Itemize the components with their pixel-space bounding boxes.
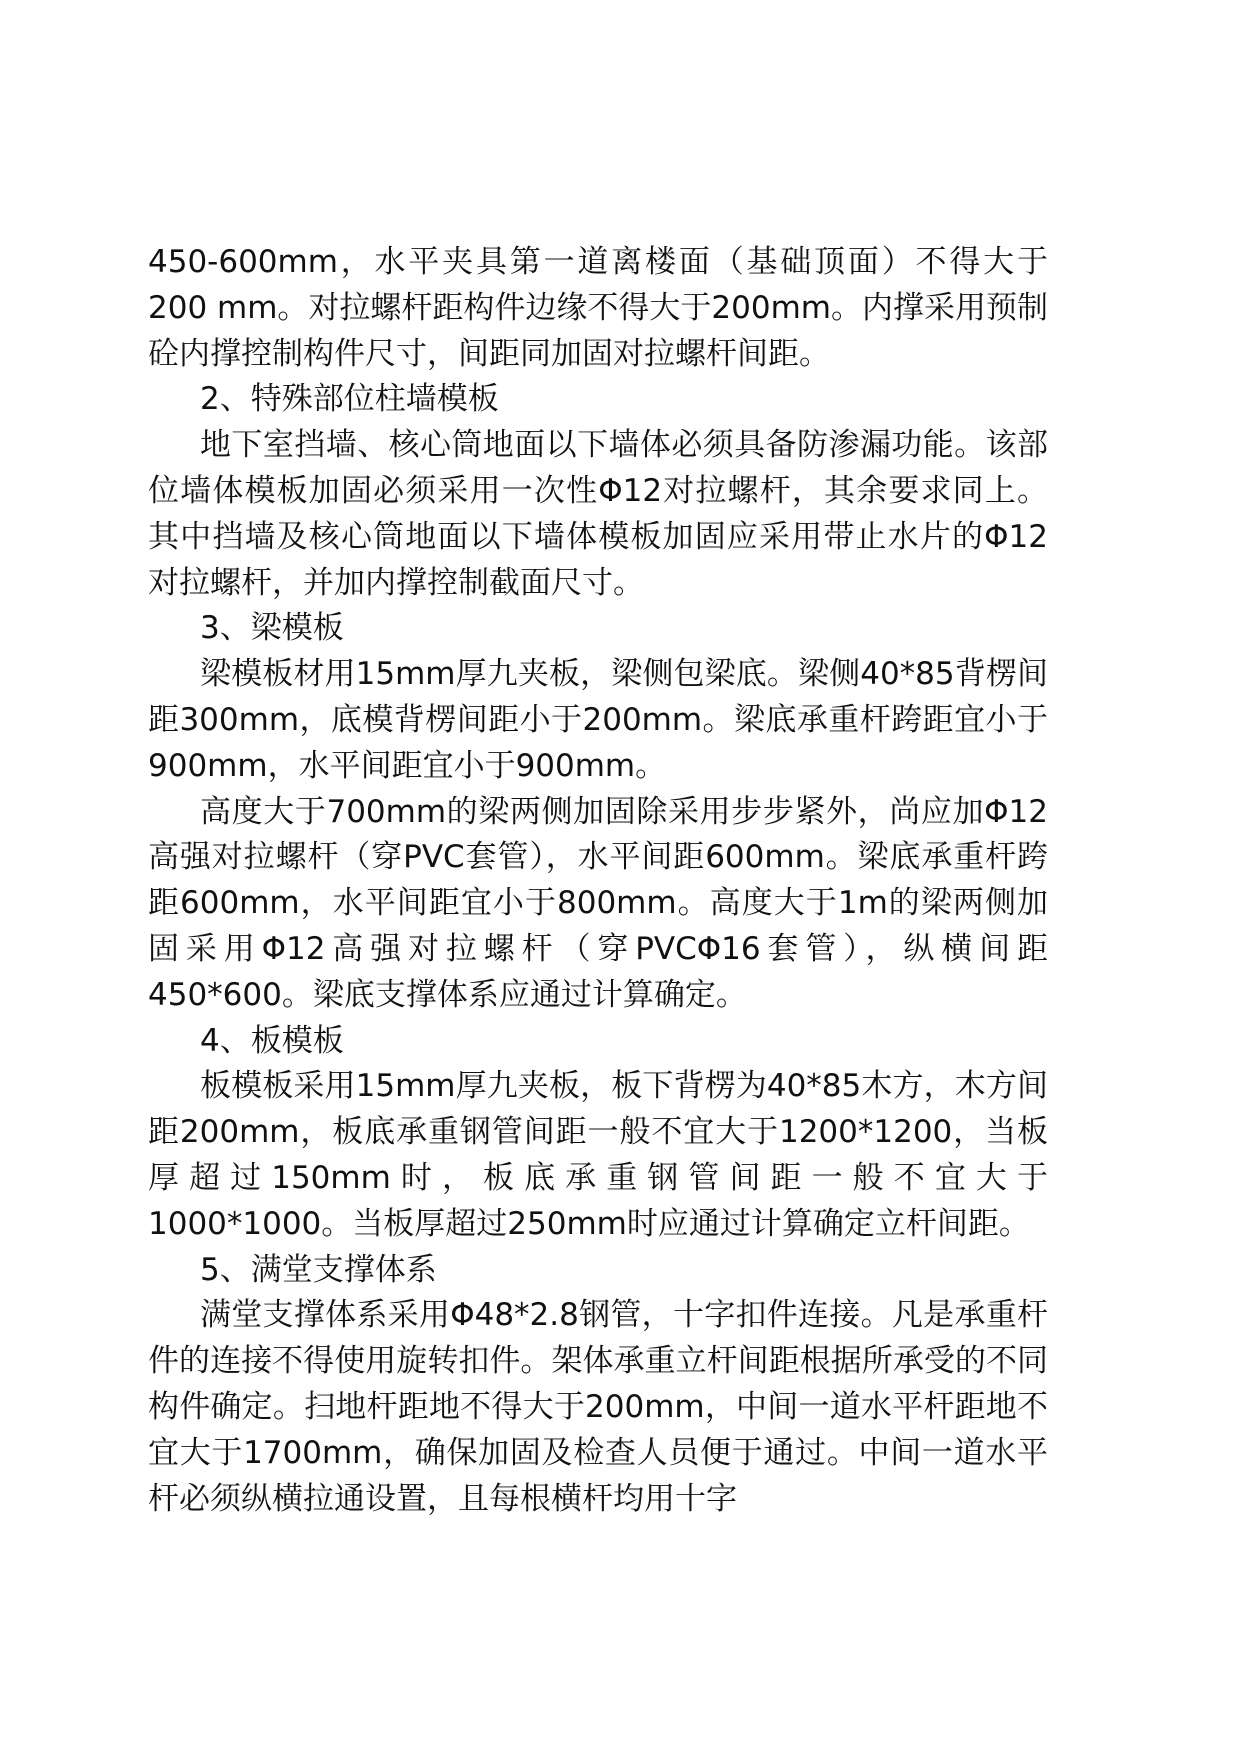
heading-special-column-wall-formwork: 2、特殊部位柱墙模板 xyxy=(200,381,499,418)
document-page xyxy=(148,240,1048,1522)
paragraph-full-support-system: 满堂支撑体系采用Φ48*2.8钢管，十字扣件连接。凡是承重杆件的连接不得使用旋转扣件。架体承重立杆间距根据所承受的不同构件确定。扫地杆距地不得大于200mm，中间一道水平杆距地不宜大于1700mm，确保加固及检查人员便于通过。中间一道水平杆必须纵横拉通设置，且每根横杆均用十字 xyxy=(148,1297,1048,1517)
heading-slab-formwork: 4、板模板 xyxy=(200,1022,344,1059)
paragraph-clamp-spacing: 450-600mm，水平夹具第一道离楼面（基础顶面）不得大于200 mm。对拉螺杆距构件边缘不得大于200mm。内撑采用预制砼内撑控制构件尺寸，间距同加固对拉螺杆间距。 xyxy=(148,244,1048,372)
paragraph-tall-beam-reinforcement: 高度大于700mm的梁两侧加固除采用步步紧外，尚应加Φ12高强对拉螺杆（穿PVC套管），水平间距600mm。梁底承重杆跨距600mm，水平间距宜小于800mm。高度大于1m的梁两侧加固采用Φ12高强对拉螺杆（穿PVCΦ16套管），纵横间距450*600。梁底支撑体系应通过计算确定。 xyxy=(148,793,1048,1013)
paragraph-special-wall-formwork: 地下室挡墙、核心筒地面以下墙体必须具备防渗漏功能。该部位墙体模板加固必须采用一次性Φ12对拉螺杆，其余要求同上。其中挡墙及核心筒地面以下墙体模板加固应采用带止水片的Φ12对拉螺杆，并加内撑控制截面尺寸。 xyxy=(148,427,1048,601)
paragraph-slab-formwork: 板模板采用15mm厚九夹板，板下背楞为40*85木方，木方间距200mm，板底承重钢管间距一般不宜大于1200*1200，当板厚超过150mm时，板底承重钢管间距一般不宜大于1000*1000。当板厚超过250mm时应通过计算确定立杆间距。 xyxy=(148,1068,1048,1242)
paragraph-beam-formwork-material: 梁模板材用15mm厚九夹板，梁侧包梁底。梁侧40*85背楞间距300mm，底模背楞间距小于200mm。梁底承重杆跨距宜小于900mm，水平间距宜小于900mm。 xyxy=(148,656,1048,784)
heading-full-support-system: 5、满堂支撑体系 xyxy=(200,1251,437,1288)
heading-beam-formwork: 3、梁模板 xyxy=(200,610,344,647)
